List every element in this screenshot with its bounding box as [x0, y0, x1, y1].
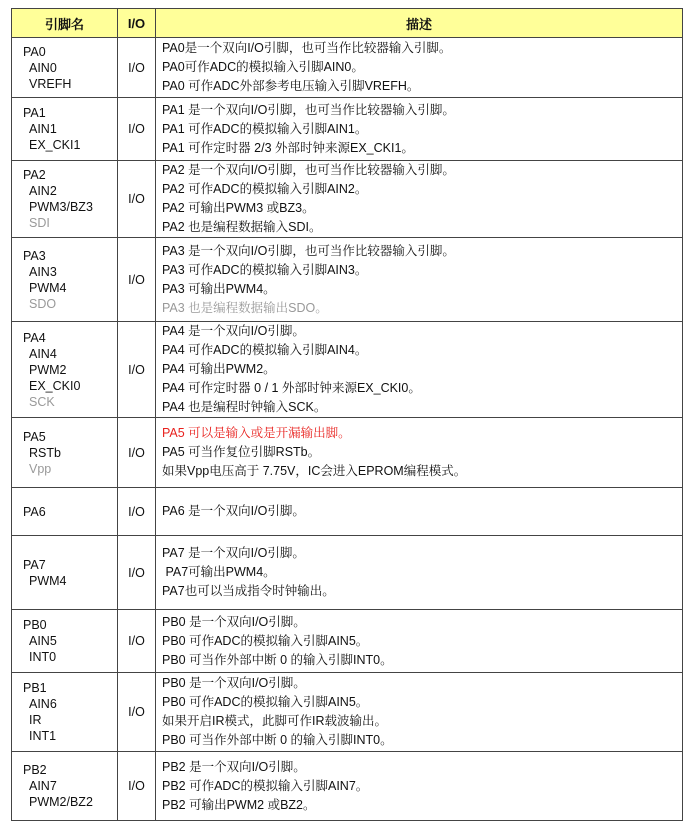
- pin-name-cell: [12, 610, 118, 673]
- description-line: PA1 是一个双向I/O引脚，也可当作比较器输入引脚。: [162, 102, 455, 117]
- description-line: PA3 可作ADC的模拟输入引脚AIN3。: [162, 262, 368, 277]
- description-line: PA5 可当作复位引脚RSTb。: [162, 445, 321, 459]
- description-line: PA4 可作ADC的模拟输入引脚AIN4。: [162, 343, 368, 357]
- description-line: PA0 可作ADC外部参考电压输入引脚VREFH。: [162, 79, 420, 93]
- description-line: PB0 可作ADC的模拟输入引脚AIN5。: [162, 695, 369, 709]
- description-cell: [156, 161, 683, 238]
- table-row: [12, 488, 683, 536]
- description-line: PA6 是一个双向I/O引脚。: [162, 504, 305, 518]
- pin-alt-function: INT1: [29, 729, 57, 743]
- pin-alt-function: AIN5: [29, 634, 57, 648]
- header-description: 描述: [156, 9, 683, 38]
- io-cell: I/O: [118, 752, 156, 821]
- pin-alt-function: PWM3/BZ3: [29, 200, 93, 214]
- pin-alt-function: EX_CKI1: [29, 138, 81, 152]
- table-row: [12, 536, 683, 610]
- description-cell: [156, 98, 683, 161]
- pin-alt-function: AIN1: [29, 122, 57, 136]
- pin-alt-function: SDO: [29, 296, 57, 311]
- description-line: PA4 也是编程时钟输入SCK。: [162, 400, 327, 414]
- pin-name: PA0: [23, 44, 46, 59]
- table-row: [12, 161, 683, 238]
- pin-name-cell: [12, 488, 118, 536]
- table-row: [12, 238, 683, 322]
- pin-alt-function: VREFH: [29, 76, 72, 91]
- pin-name: PB2: [23, 763, 47, 777]
- pin-alt-function: INT0: [29, 650, 57, 664]
- io-cell: I/O: [118, 38, 156, 98]
- pin-name-cell: [12, 322, 118, 418]
- io-cell: I/O: [118, 98, 156, 161]
- io-cell: I/O: [118, 488, 156, 536]
- pin-name-cell: [12, 98, 118, 161]
- description-line: 如果Vpp电压高于 7.75V，IC会进入EPROM编程模式。: [162, 464, 467, 478]
- description-line: PB0 可当作外部中断 0 的输入引脚INT0。: [162, 652, 393, 667]
- pin-name-cell: [12, 673, 118, 752]
- io-cell: I/O: [118, 418, 156, 488]
- pin-name-cell: [12, 161, 118, 238]
- description-line: PA1 可作定时器 2/3 外部时钟来源EX_CKI1。: [162, 140, 414, 155]
- description-cell: [156, 610, 683, 673]
- pin-name-cell: [12, 536, 118, 610]
- pin-name-cell: [12, 238, 118, 322]
- description-line: PA2 可作ADC的模拟输入引脚AIN2。: [162, 182, 368, 196]
- table-row: [12, 610, 683, 673]
- pin-name: PA6: [23, 504, 46, 519]
- description-cell: [156, 488, 683, 536]
- pin-alt-function: PWM4: [29, 573, 67, 588]
- pin-alt-function: AIN6: [29, 697, 57, 711]
- pin-name: PA3: [23, 248, 46, 263]
- table-row: [12, 98, 683, 161]
- description-line: PA4 可作定时器 0 / 1 外部时钟来源EX_CKI0。: [162, 381, 421, 395]
- pin-alt-function: AIN0: [29, 60, 57, 75]
- description-line: PB0 可当作外部中断 0 的输入引脚INT0。: [162, 733, 393, 747]
- description-line: PA3 可输出PWM4。: [162, 281, 276, 296]
- header-io: I/O: [118, 9, 156, 38]
- description-line: PA0可作ADC的模拟输入引脚AIN0。: [162, 60, 364, 74]
- description-line: PA2 可输出PWM3 或BZ3。: [162, 201, 315, 215]
- description-line: PB2 是一个双向I/O引脚。: [162, 759, 306, 774]
- description-line: PB2 可输出PWM2 或BZ2。: [162, 797, 316, 812]
- pin-alt-function: SCK: [29, 394, 55, 409]
- description-line: PA7也可以当成指令时钟输出。: [162, 584, 335, 598]
- description-line: PA2 是一个双向I/O引脚，也可当作比较器输入引脚。: [162, 163, 455, 177]
- pin-alt-function: RSTb: [29, 445, 61, 460]
- description-line: PA7 是一个双向I/O引脚。: [162, 546, 305, 560]
- pin-name: PA7: [23, 557, 46, 572]
- description-line: PA7可输出PWM4。: [162, 565, 276, 579]
- pin-name: PB1: [23, 681, 47, 695]
- io-cell: I/O: [118, 161, 156, 238]
- table-row: [12, 752, 683, 821]
- description-line: PA0是一个双向I/O引脚，也可当作比较器输入引脚。: [162, 41, 452, 55]
- description-line: PB0 是一个双向I/O引脚。: [162, 614, 306, 629]
- pin-alt-function: Vpp: [29, 461, 52, 476]
- pin-alt-function: AIN3: [29, 264, 57, 279]
- io-cell: I/O: [118, 322, 156, 418]
- description-line: PA3 也是编程数据输出SDO。: [162, 300, 328, 315]
- description-line: PA2 也是编程数据输入SDI。: [162, 220, 322, 234]
- description-line: PB2 可作ADC的模拟输入引脚AIN7。: [162, 778, 369, 793]
- pin-name-cell: [12, 418, 118, 488]
- pin-alt-function: PWM2/BZ2: [29, 795, 93, 809]
- description-line: PA4 是一个双向I/O引脚。: [162, 324, 305, 338]
- description-cell: [156, 536, 683, 610]
- pin-name: PA2: [23, 168, 46, 182]
- pin-name: PA4: [23, 330, 46, 345]
- description-line: PA5 可以是输入或是开漏输出脚。: [162, 426, 351, 440]
- description-line: PB0 是一个双向I/O引脚。: [162, 676, 306, 690]
- io-cell: I/O: [118, 610, 156, 673]
- pin-alt-function: PWM4: [29, 280, 67, 295]
- description-cell: [156, 673, 683, 752]
- pin-name: PA1: [23, 106, 46, 120]
- pin-name-cell: [12, 752, 118, 821]
- description-cell: [156, 752, 683, 821]
- pin-description-table: [11, 8, 683, 821]
- pin-alt-function: AIN4: [29, 346, 57, 361]
- pin-alt-function: IR: [29, 713, 42, 727]
- description-line: PA4 可输出PWM2。: [162, 362, 276, 376]
- pin-name: PA5: [23, 429, 46, 444]
- pin-name: PB0: [23, 618, 47, 632]
- description-cell: [156, 322, 683, 418]
- description-cell: [156, 38, 683, 98]
- pin-alt-function: PWM2: [29, 362, 67, 377]
- pin-alt-function: EX_CKI0: [29, 378, 81, 393]
- table-header-row: [12, 9, 683, 38]
- description-cell: [156, 418, 683, 488]
- table-row: [12, 673, 683, 752]
- io-cell: I/O: [118, 536, 156, 610]
- pin-alt-function: AIN2: [29, 184, 57, 198]
- pin-name-cell: [12, 38, 118, 98]
- description-line: PB0 可作ADC的模拟输入引脚AIN5。: [162, 633, 369, 648]
- io-cell: I/O: [118, 238, 156, 322]
- description-line: 如果开启IR模式，此脚可作IR载波输出。: [162, 714, 388, 728]
- pin-alt-function: SDI: [29, 216, 50, 230]
- io-cell: I/O: [118, 673, 156, 752]
- header-pin-name: 引脚名: [12, 9, 118, 38]
- description-cell: [156, 238, 683, 322]
- pin-alt-function: AIN7: [29, 779, 57, 793]
- table-row: [12, 322, 683, 418]
- description-line: PA1 可作ADC的模拟输入引脚AIN1。: [162, 121, 368, 136]
- table-row: [12, 38, 683, 98]
- description-line: PA3 是一个双向I/O引脚，也可当作比较器输入引脚。: [162, 243, 455, 258]
- table-row: [12, 418, 683, 488]
